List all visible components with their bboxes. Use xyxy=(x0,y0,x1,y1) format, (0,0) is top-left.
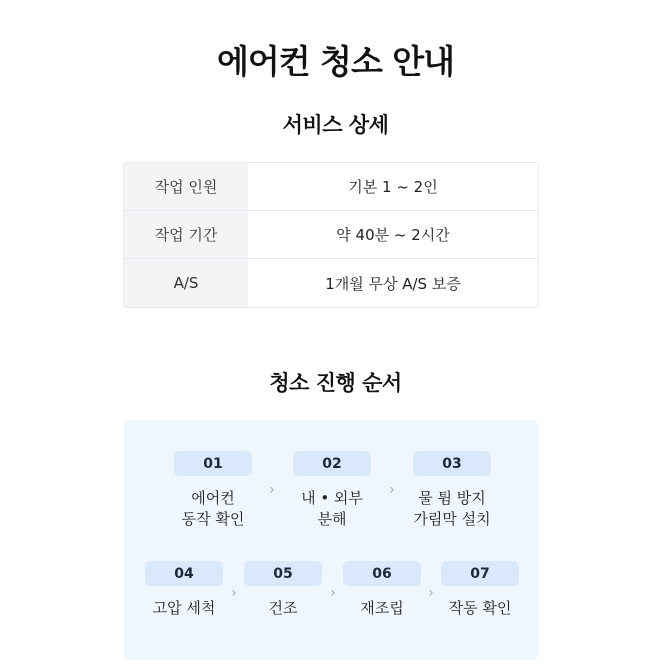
chevron-right-icon: › xyxy=(428,585,434,601)
row-label: 작업 인원 xyxy=(124,163,248,210)
step-number-badge: 05 xyxy=(244,561,322,586)
step-07 xyxy=(441,561,519,619)
step-label: 에어컨 동작 확인 xyxy=(181,489,245,528)
step-01 xyxy=(174,451,252,530)
step-number-badge: 07 xyxy=(441,561,519,586)
table-row xyxy=(124,211,538,259)
chevron-right-icon: › xyxy=(231,585,237,601)
service-details-heading: 서비스 상세 xyxy=(282,113,389,137)
step-05 xyxy=(244,561,322,619)
step-number-badge: 03 xyxy=(413,451,491,476)
service-details-table xyxy=(123,162,539,308)
chevron-right-icon: › xyxy=(389,482,395,498)
step-number-badge: 06 xyxy=(343,561,421,586)
row-value: 약 40분 ~ 2시간 xyxy=(248,211,538,258)
step-06 xyxy=(343,561,421,619)
table-row xyxy=(124,259,538,307)
page-title: 에어컨 청소 안내 xyxy=(216,42,455,81)
row-label: A/S xyxy=(124,259,248,307)
step-label: 작동 확인 xyxy=(448,599,512,617)
chevron-right-icon: › xyxy=(269,482,275,498)
row-value: 기본 1 ~ 2인 xyxy=(248,163,538,210)
step-label: 물 튐 방지 가림막 설치 xyxy=(413,489,491,528)
step-label: 고압 세척 xyxy=(152,599,216,617)
process-steps-panel xyxy=(124,420,539,660)
step-label: 재조립 xyxy=(360,599,404,617)
step-label: 내 • 외부 분해 xyxy=(301,489,363,528)
step-number-badge: 01 xyxy=(174,451,252,476)
step-04 xyxy=(145,561,223,619)
row-value: 1개월 무상 A/S 보증 xyxy=(248,259,538,307)
step-03 xyxy=(413,451,491,530)
chevron-right-icon: › xyxy=(330,585,336,601)
step-number-badge: 04 xyxy=(145,561,223,586)
row-label: 작업 기간 xyxy=(124,211,248,258)
step-number-badge: 02 xyxy=(293,451,371,476)
step-label: 건조 xyxy=(268,599,298,617)
step-02 xyxy=(293,451,371,530)
table-row xyxy=(124,163,538,211)
process-heading: 청소 진행 순서 xyxy=(269,371,402,395)
